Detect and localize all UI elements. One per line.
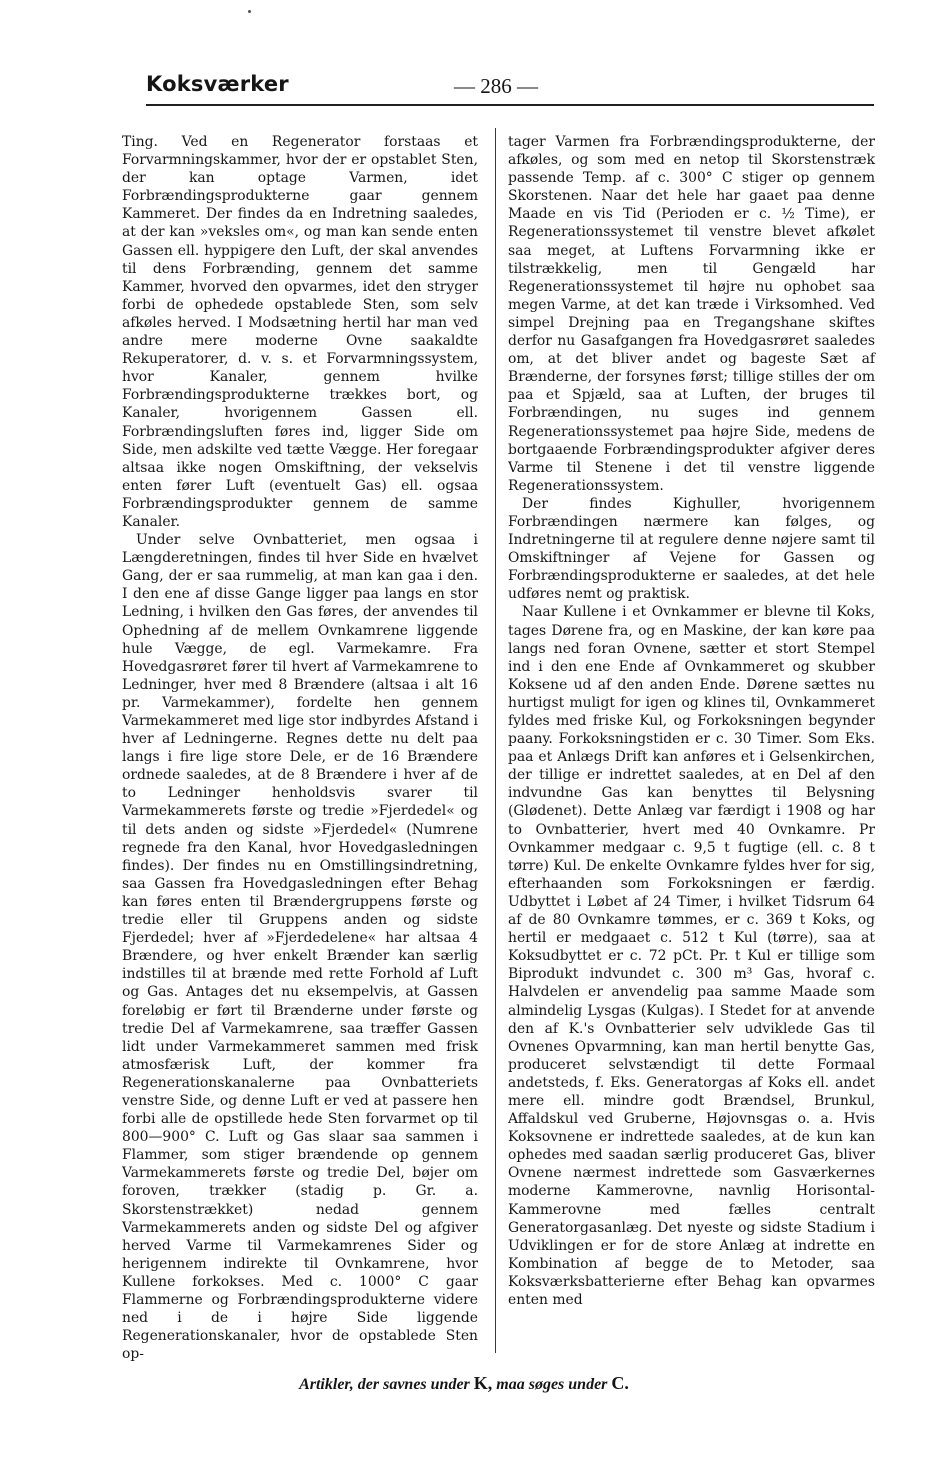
paragraph: Under selve Ovnbatteriet, men ogsaa i Længderetningen, findes til hver Side en hvælvet Gang, der er saa rummelig, at man kan gaa i den. I den ene af disse Gange ligger paa langs en stor Ledning, i hvilken den Gas føres, der anvendes til Ophedning af de mellem Ovnkamrene liggende hule Vægge, de egl. Varmekamre. Fra Hovedgasrøret fører til hvert af Varmekamrene to Ledninger, hver med 8 Brændere (altsaa i alt 16 pr. Varmekammer), fordelte hen gennem Varmekammeret med lige stor indbyrdes Afstand i hver af Ledningerne. Regnes dette nu delt paa langs i fire lige store Dele, er de 16 Brændere ordnede saaledes, at de 8 Brændere i hver af de to Ledninger henholdsvis svarer til Varmekammerets første og tredie »Fjerdedel« og til dets anden og sidste »Fjerdedel« (Numrene regnede fra den Kanal, hvor Hovedgasledningen findes). Der findes nu en Omstillingsindretning, saa Gassen fra Hovedgasledningen efter Behag kan føres enten til Brændergruppens første og tredie eller til Gruppens anden og sidste Fjerdedel; hver af »Fjerdedelene« har altsaa 4 Brændere, og hver enkelt Brænder kan særlig indstilles til at brænde med rette Forhold af Luft og Gas. Antages det nu eksempelvis, at Gassen foreløbig er ført til Brænderne under første og tredie Del af Varmekamrene, saa træffer Gassen lidt under Varmekammeret sammen med frisk atmosfærisk Luft, der kommer fra Regenerationskanalerne paa Ovnbatteriets venstre Side, og denne Luft er ved at passere hen forbi alle de opstillede hede Sten forvarmet op til 800—900° C. Luft og Gas slaar saa sammen i Flammer, som stiger brændende op gennem Varmekammerets første og tredie Del, bøjer om foroven, trækker (stadig p. Gr. a. Skorstenstrækket) nedad gennem Varmekammerets anden og sidste Del og afgiver herved Varme til Varmekamrenes Sider og herigennem indirekte til Ovnkamrene, hvor Kullene forkokses. Med c. 1000° C gaar Flammerne og Forbrændingsprodukterne videre ned i de i højre Side liggende Regenerationskanaler, hvor de opstablede Sten op- xyxy=(122,532,478,1363)
footer-letter-k: K, xyxy=(473,1373,493,1393)
paragraph: tager Varmen fra Forbrændingsprodukterne, der afkøles, og som med en netop til Skorstenstræk passende Temp. af c. 300° C stiger op gennem Skorstenen. Naar det hele har gaaet paa denne Maade en vis Tid (Perioden er c. ½ Time), er Regenerationssystemet til venstre blevet afkølet saa meget, at Luftens Forvarmning ikke er tilstrækkelig, men til Gengæld har Regenerationssystemet til højre nu ophobet saa megen Varme, at det kan træde i Virksomhed. Ved simpel Drejning paa en Tregangshane skiftes derfor nu Gasafgangen fra Hovedgasrøret saaledes om, at det bliver andet og bageste Sæt af Brænderne, der forsynes først; tillige stilles der om paa et Spjæld, saa at Luften, der bruges til Forbrændingen, nu suges ind gennem Regenerationssystemet paa højre Side, medens de bortgaaende Forbrændingsprodukter afgiver deres Varme til Stenene i det til venstre liggende Regenerationssystem. xyxy=(508,134,875,494)
running-title: Koksværker xyxy=(146,72,289,96)
footer-letter-c: C. xyxy=(611,1373,629,1393)
paragraph: Naar Kullene i et Ovnkammer er blevne til Koks, tages Dørene fra, og en Maskine, der kan køre paa langs ned foran Ovnene, sætter et stort Stempel ind i den ene Ende af Ovnkammeret og skubber Koksene ud af den anden Ende. Dørene sættes nu hurtigst muligt for igen og klines til, Ovnkammeret fyldes med friske Kul, og Forkoksningen begynder paany. Forkoksningstiden er c. 30 Timer. Som Eks. paa et Anlægs Drift kan anføres et i Gelsenkirchen, der tillige er indrettet saaledes, at en Del af den indvundne Gas kan benyttes til Belysning (Glødenet). Dette Anlæg var færdigt i 1908 og har to Ovnbatterier, hvert med 40 Ovnkamre. Pr Ovnkammer medgaar c. 9,5 t fugtige (ell. c. 8 t tørre) Kul. De enkelte Ovnkamre fyldes hver for sig, efterhaanden som Forkoksningen er færdig. Udbyttet i Løbet af 24 Timer, i hvilket Tidsrum 64 af de 80 Ovnkamre tømmes, er c. 369 t Koks, og hertil er medgaaet c. 512 t Kul (tørre), saa at Koksudbyttet er c. 72 pCt. Pr. t Kul er tillige som Biprodukt indvundet c. 300 m³ Gas, hvoraf c. Halvdelen er anvendelig paa samme Maade som almindelig Lysgas (Kulgas). I Stedet for at anvende den af K.'s Ovnbatterier selv udviklede Gas til Ovnenes Opvarmning, kan man hertil benytte Gas, produceret selvstændigt til dette Formaal andetsteds, f. Eks. Generatorgas af Koks ell. andet mere ell. mindre godt Brændsel, Brunkul, Affaldskul ved Gruberne, Højovnsgas o. a. Hvis Koksovnene er indrettede saaledes, at de kun kan ophedes med saadan særlig produceret Gas, bliver Ovnene nærmest indrettede som Gasværkernes moderne Kammerovne, navnlig Horisontal-Kammerovne med fælles centralt Generatorgasanlæg. Det nyeste og sidste Stadium i Udviklingen er for de store Anlæg at indrette en Kombination af begge de to Metoder, saa Koksværksbatterierne efter Behag kan opvarmes enten med xyxy=(508,604,875,1308)
paragraph: Der findes Kighuller, hvorigennem Forbrændingen nærmere kan følges, og Indretningerne til at regulere denne nøjere samt til Omskiftninger af Vejene for Gassen og Forbrændingsprodukterne er saaledes, at det hele udføres nemt og praktisk. xyxy=(508,495,875,603)
page-number: — 286 — xyxy=(454,74,538,98)
left-column xyxy=(122,133,478,1363)
paragraph: Ting. Ved en Regenerator forstaas et Forvarmningskammer, hvor der er opstablet Sten, der kan optage Varmen, idet Forbrændingsprodukterne gaar gennem Kammeret. Der findes da en Indretning saaledes, at der kan »veksles om«, og man kan sende enten Gassen ell. hyppigere den Luft, der skal anvendes til dens Forbrænding, gennem det samme Kammer, hvorved den opvarmes, idet den stryger forbi de ophedede opstablede Sten, som selv afkøles herved. I Modsætning hertil har man ved andre mere moderne Ovne saakaldte Rekuperatorer, d. v. s. et Forvarmningssystem, hvor Kanaler, gennem hvilke Forbrændingsprodukterne trækkes bort, og Kanaler, hvorigennem Gassen ell. Forbrændingsluften føres ind, ligger Side om Side, men adskilte ved tætte Vægge. Her foregaar altsaa ikke nogen Omskiftning, der vekselvis enten fører Luft (eventuelt Gas) ell. ogsaa Forbrændingsprodukter gennem de samme Kanaler. xyxy=(122,134,478,530)
footer-note xyxy=(0,1373,928,1394)
right-column xyxy=(508,133,875,1309)
column-divider xyxy=(495,128,496,1353)
header-rule xyxy=(146,104,874,106)
footer-text-b: maa søges under xyxy=(492,1376,612,1393)
page-header xyxy=(146,72,874,106)
scan-speck xyxy=(248,10,251,13)
footer-text-a: Artikler, der savnes under xyxy=(299,1376,474,1393)
